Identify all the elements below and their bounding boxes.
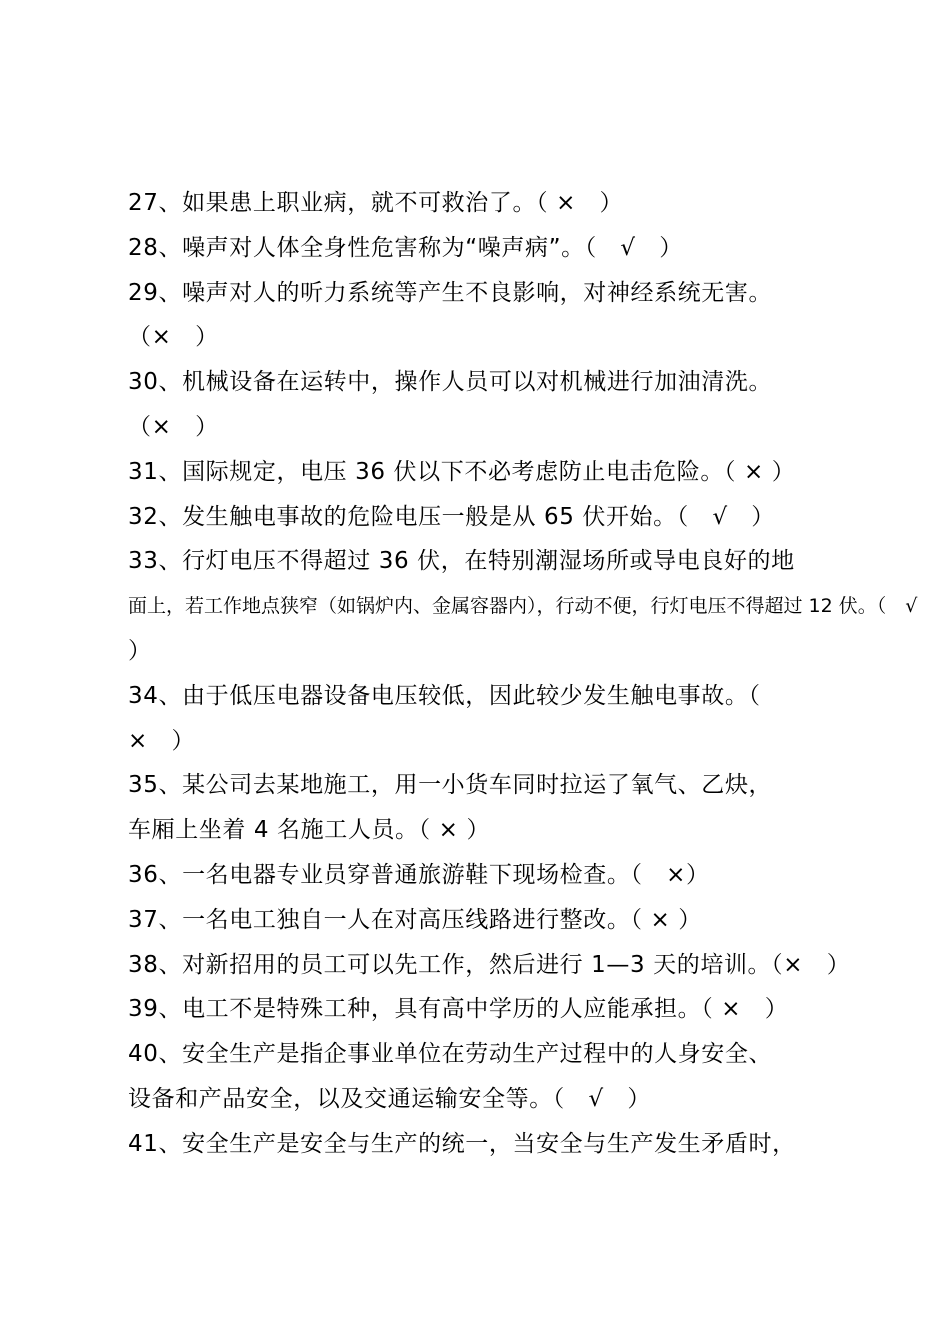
text-line: 38、对新招用的员工可以先工作，然后进行 1—3 天的培训。（× ）: [128, 951, 851, 978]
text-line: 28、噪声对人体全身性危害称为“噪声病”。（ √ ）: [128, 234, 683, 261]
text-line: 设备和产品安全，以及交通运输安全等。（ √ ）: [128, 1085, 651, 1112]
text-line: 29、噪声对人的听力系统等产生不良影响，对神经系统无害。: [128, 279, 773, 306]
text-line: 面上，若工作地点狭窄（如锅炉内、金属容器内），行动不便，行灯电压不得超过 12 伏。（ √: [128, 595, 918, 618]
text-line: 33、行灯电压不得超过 36 伏，在特别潮湿场所或导电良好的地: [128, 548, 795, 575]
text-line: 41、安全生产是安全与生产的统一，当安全与生产发生矛盾时，: [128, 1130, 796, 1157]
text-line: 35、某公司去某地施工，用一小货车同时拉运了氧气、乙炔，: [128, 772, 773, 799]
text-line: 40、安全生产是指企事业单位在劳动生产过程中的人身安全、: [128, 1041, 773, 1068]
text-line: 36、一名电器专业员穿普通旅游鞋下现场检查。（ ×）: [128, 861, 710, 888]
text-line: 31、国际规定，电压 36 伏以下不必考虑防止电击危险。（ × ）: [128, 458, 796, 485]
text-line: 30、机械设备在运转中，操作人员可以对机械进行加油清洗。: [128, 369, 773, 396]
text-line: 39、电工不是特殊工种，具有高中学历的人应能承担。（ × ）: [128, 996, 789, 1023]
text-line: （× ）: [128, 324, 219, 351]
text-line: × ）: [128, 727, 196, 754]
text-line: （× ）: [128, 413, 219, 440]
text-line: 车厢上坐着 4 名施工人员。（ × ）: [128, 817, 491, 844]
question-list: [128, 181, 918, 1167]
text-line: 37、一名电工独自一人在对高压线路进行整改。（ × ）: [128, 906, 702, 933]
text-line: 32、发生触电事故的危险电压一般是从 65 伏开始。（ √ ）: [128, 503, 775, 530]
text-line: 27、如果患上职业病，就不可救治了。（ × ）: [128, 190, 624, 216]
text-line: 34、由于低压电器设备电压较低，因此较少发生触电事故。（: [128, 682, 761, 709]
text-line: ）: [128, 637, 152, 664]
